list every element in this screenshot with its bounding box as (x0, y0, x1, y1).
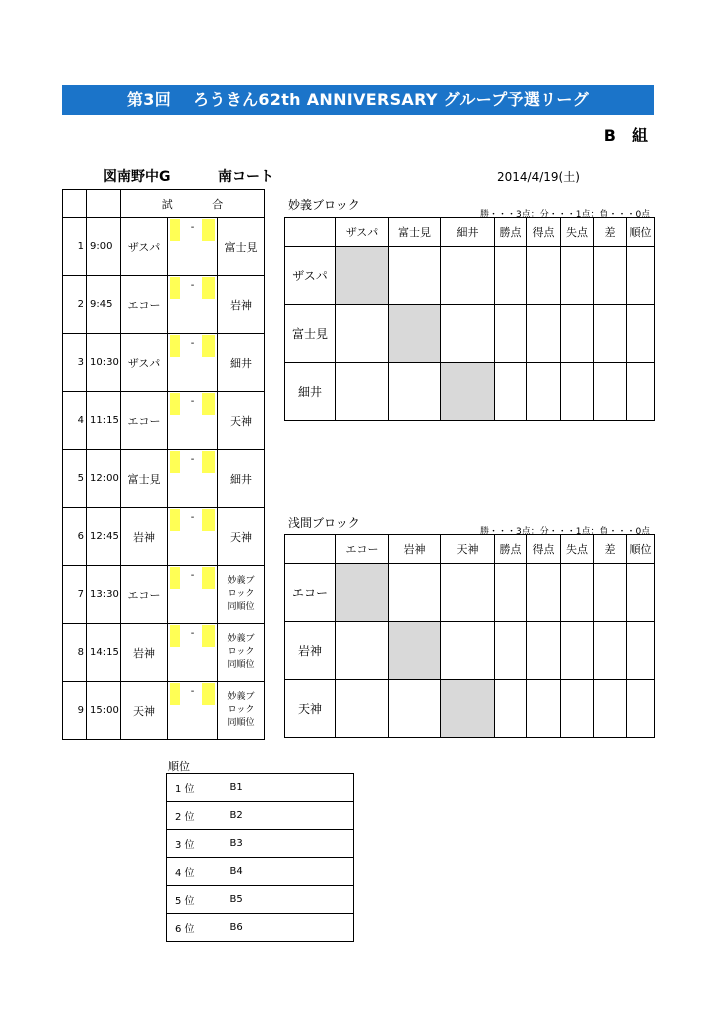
rank-slot: B6 (222, 914, 354, 942)
rank-slot: B5 (222, 886, 354, 914)
away-team-line: 妙義ブ (227, 576, 255, 586)
away-team-line: 妙義ブ (227, 634, 255, 644)
stat-cell[interactable] (627, 363, 655, 421)
home-team: 岩神 (121, 624, 168, 682)
match-schedule-table (62, 189, 265, 740)
home-team: エコー (121, 392, 168, 450)
stat-column-header: 順位 (627, 218, 655, 247)
score-dash: - (190, 222, 195, 233)
title-bar: 第3回 ろうきん62th ANNIVERSARY グループ予選リーグ (62, 85, 654, 115)
away-score-box[interactable] (202, 625, 215, 647)
match-number: 5 (63, 450, 87, 508)
rank-position: 1 位 (167, 774, 222, 802)
result-cell[interactable] (441, 247, 495, 305)
team-row-header: 細井 (285, 363, 336, 421)
group-label: B 組 (603, 126, 648, 145)
match-row (63, 392, 265, 450)
score-dash: - (190, 454, 195, 465)
match-time: 15:00 (87, 682, 121, 740)
score-cell (168, 624, 218, 682)
away-team: 天神 (218, 392, 265, 450)
away-score-box[interactable] (202, 509, 215, 531)
schedule-header: 試 合 (121, 190, 265, 218)
team-row-header: 天神 (285, 680, 336, 738)
stat-column-header: 順位 (627, 535, 655, 564)
ranking-row (167, 774, 354, 802)
match-time: 12:00 (87, 450, 121, 508)
corner-cell (285, 535, 336, 564)
corner-cell (285, 218, 336, 247)
away-score-box[interactable] (202, 451, 215, 473)
rank-position: 4 位 (167, 858, 222, 886)
block-team-row (285, 622, 655, 680)
stat-cell[interactable] (627, 305, 655, 363)
date-label: 2014/4/19(土) (497, 170, 580, 184)
ranking-row (167, 886, 354, 914)
rank-slot: B2 (222, 802, 354, 830)
home-team: 富士見 (121, 450, 168, 508)
away-team-line: 同順位 (227, 602, 255, 612)
stat-cell[interactable] (561, 622, 594, 680)
self-match-cell (336, 564, 389, 622)
ranking-title: 順位 (168, 760, 190, 773)
result-cell[interactable] (389, 247, 441, 305)
result-cell[interactable] (441, 622, 495, 680)
score-cell (168, 392, 218, 450)
away-team: 富士見 (218, 218, 265, 276)
score-dash: - (190, 570, 195, 581)
match-row (63, 682, 265, 740)
team-row-header: 岩神 (285, 622, 336, 680)
score-cell (168, 566, 218, 624)
stat-cell[interactable] (594, 680, 627, 738)
rank-position: 6 位 (167, 914, 222, 942)
stat-cell[interactable] (594, 305, 627, 363)
stat-cell[interactable] (627, 680, 655, 738)
away-team: 岩神 (218, 276, 265, 334)
team-column-header: エコー (336, 535, 389, 564)
team-row-header: ザスパ (285, 247, 336, 305)
stat-column-header: 勝点 (495, 535, 527, 564)
self-match-cell (389, 305, 441, 363)
team-column-header: ザスパ (336, 218, 389, 247)
ranking-row (167, 914, 354, 942)
match-number: 1 (63, 218, 87, 276)
score-cell (168, 508, 218, 566)
team-column-header: 富士見 (389, 218, 441, 247)
stat-cell[interactable] (627, 564, 655, 622)
match-row (63, 624, 265, 682)
away-score-box[interactable] (202, 683, 215, 705)
ranking-row (167, 858, 354, 886)
result-cell[interactable] (441, 305, 495, 363)
away-team-line: 妙義ブ (227, 692, 255, 702)
away-team-line: 同順位 (227, 718, 255, 728)
rank-slot: B1 (222, 774, 354, 802)
score-dash: - (190, 280, 195, 291)
stat-cell[interactable] (495, 247, 527, 305)
score-dash: - (190, 338, 195, 349)
match-number: 8 (63, 624, 87, 682)
stat-cell[interactable] (627, 622, 655, 680)
score-cell (168, 450, 218, 508)
rank-position: 2 位 (167, 802, 222, 830)
stat-cell[interactable] (527, 247, 561, 305)
ranking-table (166, 773, 354, 942)
score-cell (168, 682, 218, 740)
away-score-box[interactable] (202, 567, 215, 589)
score-dash: - (190, 512, 195, 523)
away-team: 細井 (218, 450, 265, 508)
stat-cell[interactable] (594, 564, 627, 622)
stat-cell[interactable] (561, 247, 594, 305)
stat-column-header: 得点 (527, 535, 561, 564)
match-row (63, 450, 265, 508)
away-team-line: ロック (227, 705, 255, 715)
stat-cell[interactable] (594, 363, 627, 421)
block-title: 妙義ブロック (288, 198, 360, 212)
result-cell[interactable] (336, 622, 389, 680)
stat-cell[interactable] (561, 680, 594, 738)
match-number: 2 (63, 276, 87, 334)
away-team (218, 566, 265, 624)
venue-label: 図南野中G (103, 169, 171, 185)
match-row (63, 566, 265, 624)
self-match-cell (441, 363, 495, 421)
team-column-header: 細井 (441, 218, 495, 247)
away-team: 細井 (218, 334, 265, 392)
rank-slot: B4 (222, 858, 354, 886)
stat-cell[interactable] (527, 363, 561, 421)
self-match-cell (441, 680, 495, 738)
block-team-row (285, 247, 655, 305)
header-blank (63, 190, 87, 218)
score-dash: - (190, 686, 195, 697)
match-row (63, 218, 265, 276)
away-team-line: ロック (227, 589, 255, 599)
result-cell[interactable] (389, 363, 441, 421)
rank-position: 5 位 (167, 886, 222, 914)
home-team: ザスパ (121, 334, 168, 392)
away-score-box[interactable] (202, 335, 215, 357)
match-row (63, 334, 265, 392)
away-team (218, 624, 265, 682)
match-number: 7 (63, 566, 87, 624)
block-title: 浅間ブロック (288, 516, 360, 530)
match-time: 12:45 (87, 508, 121, 566)
stat-cell[interactable] (527, 564, 561, 622)
result-cell[interactable] (389, 564, 441, 622)
away-team: 天神 (218, 508, 265, 566)
team-column-header: 天神 (441, 535, 495, 564)
team-column-header: 岩神 (389, 535, 441, 564)
home-team: 天神 (121, 682, 168, 740)
match-time: 13:30 (87, 566, 121, 624)
header-blank (87, 190, 121, 218)
result-cell[interactable] (441, 564, 495, 622)
score-dash: - (190, 628, 195, 639)
away-score-box[interactable] (202, 219, 215, 241)
stat-cell[interactable] (495, 564, 527, 622)
home-team: エコー (121, 566, 168, 624)
match-number: 9 (63, 682, 87, 740)
court-label: 南コート (218, 169, 274, 185)
points-rule: 勝・・・3点：分・・・1点：負・・・0点 (480, 210, 651, 220)
stat-column-header: 得点 (527, 218, 561, 247)
block-team-row (285, 305, 655, 363)
self-match-cell (336, 247, 389, 305)
match-row (63, 276, 265, 334)
stat-cell[interactable] (495, 622, 527, 680)
stat-cell[interactable] (561, 564, 594, 622)
stat-cell[interactable] (561, 305, 594, 363)
away-team-line: ロック (227, 647, 255, 657)
score-cell (168, 218, 218, 276)
block-team-row (285, 564, 655, 622)
stat-column-header: 差 (594, 218, 627, 247)
stat-cell[interactable] (594, 622, 627, 680)
home-team: エコー (121, 276, 168, 334)
stat-column-header: 失点 (561, 535, 594, 564)
stat-cell[interactable] (495, 363, 527, 421)
stat-column-header: 差 (594, 535, 627, 564)
stat-cell[interactable] (527, 680, 561, 738)
self-match-cell (389, 622, 441, 680)
away-score-box[interactable] (202, 393, 215, 415)
score-dash: - (190, 396, 195, 407)
block-table (284, 534, 655, 738)
match-time: 10:30 (87, 334, 121, 392)
stat-cell[interactable] (561, 363, 594, 421)
score-cell (168, 276, 218, 334)
stat-cell[interactable] (495, 680, 527, 738)
match-number: 6 (63, 508, 87, 566)
block-header-row (285, 535, 655, 564)
stat-cell[interactable] (594, 247, 627, 305)
team-row-header: 富士見 (285, 305, 336, 363)
stat-cell[interactable] (495, 305, 527, 363)
match-time: 9:45 (87, 276, 121, 334)
block-team-row (285, 680, 655, 738)
match-time: 9:00 (87, 218, 121, 276)
stat-cell[interactable] (627, 247, 655, 305)
match-number: 3 (63, 334, 87, 392)
block-header-row (285, 218, 655, 247)
ranking-row (167, 802, 354, 830)
rank-position: 3 位 (167, 830, 222, 858)
rank-slot: B3 (222, 830, 354, 858)
result-cell[interactable] (389, 680, 441, 738)
match-number: 4 (63, 392, 87, 450)
away-score-box[interactable] (202, 277, 215, 299)
score-cell (168, 334, 218, 392)
stat-cell[interactable] (527, 622, 561, 680)
stat-column-header: 勝点 (495, 218, 527, 247)
team-row-header: エコー (285, 564, 336, 622)
match-row (63, 508, 265, 566)
home-team: 岩神 (121, 508, 168, 566)
away-team-line: 同順位 (227, 660, 255, 670)
away-team (218, 682, 265, 740)
result-cell[interactable] (336, 680, 389, 738)
match-time: 14:15 (87, 624, 121, 682)
result-cell[interactable] (336, 305, 389, 363)
points-rule: 勝・・・3点：分・・・1点：負・・・0点 (480, 527, 651, 537)
home-team: ザスパ (121, 218, 168, 276)
result-cell[interactable] (336, 363, 389, 421)
match-time: 11:15 (87, 392, 121, 450)
block-team-row (285, 363, 655, 421)
ranking-row (167, 830, 354, 858)
stat-cell[interactable] (527, 305, 561, 363)
block-table (284, 217, 655, 421)
stat-column-header: 失点 (561, 218, 594, 247)
